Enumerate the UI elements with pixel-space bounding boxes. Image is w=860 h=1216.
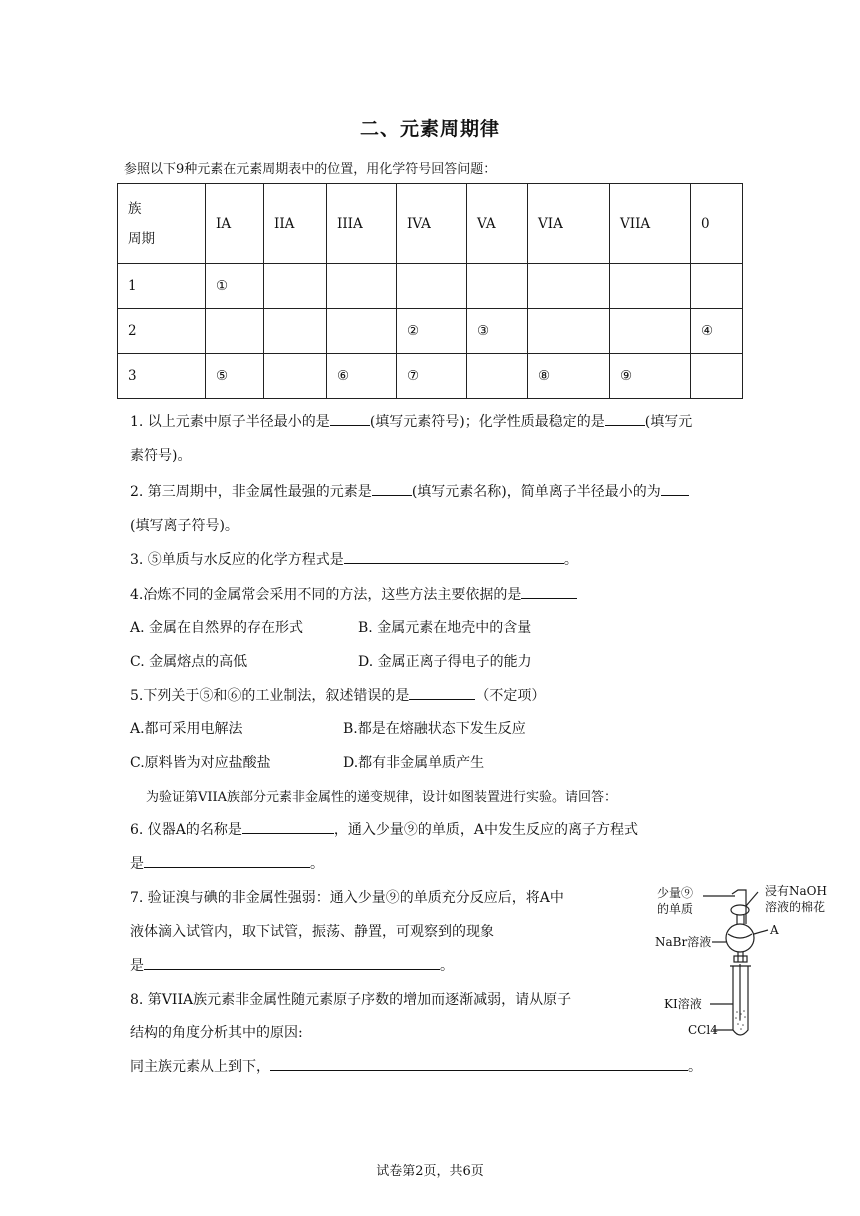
q8-line-1: 8. 第VIIA族元素非金属性随元素原子序数的增加而逐渐减弱，请从原子 bbox=[130, 992, 572, 1008]
element-cell bbox=[610, 264, 691, 309]
stopcock bbox=[734, 956, 747, 962]
label-a: A bbox=[770, 923, 779, 937]
q1-text-b: (填写元素符号)；化学性质最稳定的是 bbox=[369, 414, 605, 430]
q8-line-3 bbox=[130, 1056, 702, 1076]
q5-blank[interactable] bbox=[409, 685, 475, 700]
element-cell bbox=[264, 354, 327, 399]
group-header: IA bbox=[206, 184, 264, 264]
group-header: VIIA bbox=[610, 184, 691, 264]
q6-text-a: 6. 仪器A的名称是 bbox=[130, 822, 242, 838]
element-cell: ⑤ bbox=[206, 354, 264, 399]
group-header: VA bbox=[467, 184, 528, 264]
table-header-row bbox=[118, 184, 743, 264]
q4-option-b[interactable]: B. 金属元素在地壳中的含量 bbox=[358, 620, 532, 636]
table-row bbox=[118, 309, 743, 354]
q6-blank-1[interactable] bbox=[242, 819, 334, 834]
element-cell bbox=[691, 354, 743, 399]
label-ki: KI溶液 bbox=[664, 997, 702, 1011]
q7-line-2: 液体滴入试管内，取下试管，振荡、静置，可观察到的现象 bbox=[130, 924, 494, 940]
label-ccl4: CCl4 bbox=[688, 1023, 718, 1037]
q5-text: 5.下列关于⑤和⑥的工业制法，叙述错误的是 bbox=[130, 688, 410, 704]
q1-text-c: (填写元 bbox=[644, 414, 693, 430]
element-cell bbox=[264, 264, 327, 309]
q6-line-2 bbox=[130, 853, 324, 873]
q2-text-b: (填写元素名称)，简单离子半径最小的为 bbox=[411, 484, 661, 500]
q1-blank-2[interactable] bbox=[605, 411, 645, 426]
q8-blank[interactable] bbox=[270, 1056, 688, 1071]
element-cell: ⑧ bbox=[528, 354, 610, 399]
group-header: VIA bbox=[528, 184, 610, 264]
q2-blank-1[interactable] bbox=[372, 481, 412, 496]
element-cell bbox=[327, 309, 397, 354]
group-header: 0 bbox=[691, 184, 743, 264]
element-cell: ① bbox=[206, 264, 264, 309]
section-title: 二、元素周期律 bbox=[359, 118, 500, 140]
q2-line-2: (填写离子符号)。 bbox=[130, 518, 239, 534]
corner-group-label: 族 bbox=[128, 200, 142, 217]
q3-blank[interactable] bbox=[344, 549, 564, 564]
q4-line bbox=[130, 584, 577, 604]
q4-blank[interactable] bbox=[521, 584, 577, 599]
period-cell: 1 bbox=[118, 264, 206, 309]
q3-line bbox=[130, 549, 578, 569]
group-header: IIIA bbox=[327, 184, 397, 264]
q5-option-d[interactable]: D.都有非金属单质产生 bbox=[343, 755, 485, 771]
table-row bbox=[118, 264, 743, 309]
element-cell: ⑨ bbox=[610, 354, 691, 399]
q7-line-1: 7. 验证溴与碘的非金属性强弱：通入少量⑨的单质充分反应后，将A中 bbox=[130, 890, 564, 906]
group-header: IVA bbox=[397, 184, 467, 264]
table-corner-cell bbox=[118, 184, 206, 264]
label-gas-line-2: 的单质 bbox=[657, 902, 694, 916]
element-cell bbox=[528, 309, 610, 354]
q7-text-d: 。 bbox=[440, 958, 454, 974]
q3-text-b: 。 bbox=[563, 552, 578, 568]
q4-option-d[interactable]: D. 金属正离子得电子的能力 bbox=[358, 654, 532, 670]
q7-text-c: 是 bbox=[130, 958, 144, 974]
label-cotton-line-1: 浸有NaOH bbox=[765, 884, 827, 898]
q2-line-1 bbox=[130, 481, 689, 501]
q5-note: （不定项） bbox=[475, 688, 546, 704]
page-footer: 试卷第2页，共6页 bbox=[376, 1164, 484, 1179]
q5-option-a[interactable]: A.都可采用电解法 bbox=[130, 721, 243, 737]
q1-line-1 bbox=[130, 411, 692, 431]
experiment-intro: 为验证第VIIA族部分元素非金属性的递变规律，设计如图装置进行实验。请回答： bbox=[146, 790, 618, 805]
q6-blank-2[interactable] bbox=[144, 853, 310, 868]
element-cell bbox=[264, 309, 327, 354]
element-cell bbox=[691, 264, 743, 309]
element-cell bbox=[467, 354, 528, 399]
q4-text: 4.冶炼不同的金属常会采用不同的方法，这些方法主要依据的是 bbox=[130, 587, 522, 603]
corner-period-label: 周期 bbox=[128, 230, 155, 247]
experiment-apparatus bbox=[640, 880, 840, 1050]
q6-text-b: ，通入少量⑨的单质，A中发生反应的离子方程式 bbox=[333, 822, 639, 838]
q5-option-b[interactable]: B.都是在熔融状态下发生反应 bbox=[343, 721, 526, 737]
group-header: IIA bbox=[264, 184, 327, 264]
element-cell bbox=[610, 309, 691, 354]
element-cell: ② bbox=[397, 309, 467, 354]
q4-option-c[interactable]: C. 金属熔点的高低 bbox=[130, 654, 248, 670]
period-cell: 3 bbox=[118, 354, 206, 399]
element-cell: ③ bbox=[467, 309, 528, 354]
q1-line-2: 素符号)。 bbox=[130, 448, 192, 464]
q5-option-c[interactable]: C.原料皆为对应盐酸盐 bbox=[130, 755, 271, 771]
q8-text-d: 。 bbox=[688, 1059, 702, 1075]
q2-text-a: 2. 第三周期中，非金属性最强的元素是 bbox=[130, 484, 372, 500]
q3-text-a: 3. ⑤单质与水反应的化学方程式是 bbox=[130, 552, 344, 568]
q6-text-d: 。 bbox=[310, 856, 324, 872]
periodic-table bbox=[117, 183, 743, 399]
q8-line-2: 结构的角度分析其中的原因: bbox=[130, 1025, 303, 1041]
q1-text-a: 1. 以上元素中原子半径最小的是 bbox=[130, 414, 330, 430]
q7-line-3 bbox=[130, 955, 454, 975]
element-cell: ⑦ bbox=[397, 354, 467, 399]
q4-option-a[interactable]: A. 金属在自然界的存在形式 bbox=[130, 620, 304, 636]
element-cell: ④ bbox=[691, 309, 743, 354]
label-cotton-line-2: 溶液的棉花 bbox=[765, 900, 826, 914]
q8-text-c: 同主族元素从上到下， bbox=[130, 1059, 270, 1075]
element-cell bbox=[327, 264, 397, 309]
q5-line bbox=[130, 685, 545, 705]
label-nabr: NaBr溶液 bbox=[655, 935, 712, 949]
q7-blank[interactable] bbox=[144, 955, 440, 970]
element-cell bbox=[528, 264, 610, 309]
intro-text: 参照以下9种元素在元素周期表中的位置，用化学符号回答问题： bbox=[124, 162, 497, 177]
q1-blank-1[interactable] bbox=[330, 411, 370, 426]
element-cell bbox=[397, 264, 467, 309]
label-gas-line-1: 少量⑨ bbox=[657, 886, 694, 900]
period-cell: 2 bbox=[118, 309, 206, 354]
q6-text-c: 是 bbox=[130, 856, 144, 872]
element-cell bbox=[206, 309, 264, 354]
table-row bbox=[118, 354, 743, 399]
q2-blank-2[interactable] bbox=[661, 481, 689, 496]
q6-line-1 bbox=[130, 819, 638, 839]
element-cell bbox=[467, 264, 528, 309]
element-cell: ⑥ bbox=[327, 354, 397, 399]
